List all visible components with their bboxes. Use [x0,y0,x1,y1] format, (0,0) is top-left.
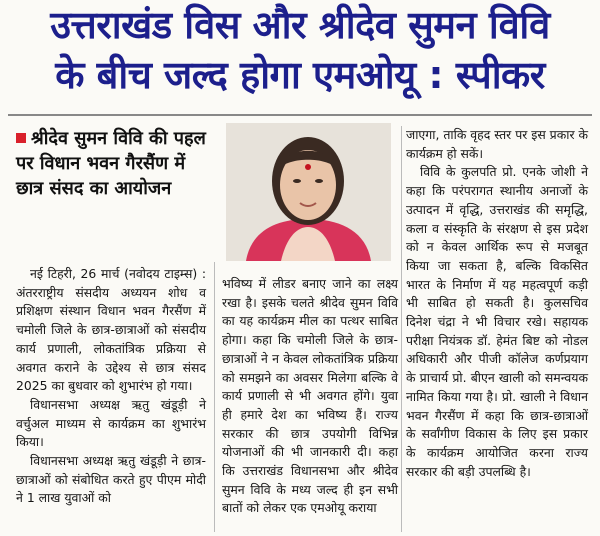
bullet-square-icon [16,133,26,143]
article-column-1 [16,265,206,508]
paragraph: भविष्य में लीडर बनाए जाने का लक्ष्य रखा है। इसके चलते श्रीदेव सुमन विवि का यह कार्यक्रम मील का पत्थर साबित होगा। कहा कि चमोली जिले के छात्र-छात्राओं ने न केवल लोकतांत्रिक प्रक्रिया को समझने का अवसर मिलेगा बल्कि वे कार्य प्रणाली से भी अवगत होंगे। युवा ही हमारे देश का भविष्य हैं। राज्य सरकार की छात्र उपयोगी विभिन्न योजनाओं की भी जानकारी दी। कहा कि उत्तराखंड विधानसभा और श्रीदेव सुमन विवि के मध्य जल्द ही इन सभी बातों को लेकर एक एमओयू कराया [222,276,398,516]
article-column-3 [406,126,588,481]
paragraph: जाएगा, ताकि वृहद स्तर पर इस प्रकार के कार्यक्रम हो सकें। [406,127,588,161]
headline [0,0,600,110]
speaker-photo [226,123,391,261]
subheadline [16,126,212,201]
divider [8,114,592,116]
headline-line-2: के बीच जल्द होगा एमओयू : स्पीकर [55,53,545,97]
headline-line-1: उत्तराखंड विस और श्रीदेव सुमन विवि [50,3,550,47]
paragraph: विवि के कुलपति प्रो. एनके जोशी ने कहा कि परंपरागत स्थानीय अनाजों के उत्पादन में वृद्धि, उत्तराखंड की समृद्धि, कला व संस्कृति के संरक्षण से इस प्रदेश को न केवल आर्थिक रूप से मजबूत किया जा सकता है, बल्कि विकसित भारत के निर्माण में यह महत्वपूर्ण कड़ी भी साबित हो सकती है। कुलसचिव दिनेश चंद्रा ने भी विचार रखे। सहायक परीक्षा नियंत्रक डॉ. हेमंत बिष्ट को नोडल अधिकारी और पीजी कॉलेज कर्णप्रयाग के प्राचार्य प्रो. बीएन खाली को समन्वयक नामित किया गया है। प्रो. खाली ने विधान भवन गैरसैंण में कहा कि छात्र-छात्राओं के सर्वांगीण विकास के लिए इस प्रकार के कार्यक्रम आयोजित करना राज्य सरकार की बड़ी उपलब्धि है। [406,164,588,479]
subheadline-text: श्रीदेव सुमन विवि की पहल पर विधान भवन गैरसैंण में छात्र संसद का आयोजन [16,128,206,199]
column-divider-2 [401,126,402,532]
article-column-2 [222,275,398,518]
paragraph: विधानसभा अध्यक्ष ऋतु खंडूड़ी ने वर्चुअल माध्यम से कार्यक्रम का शुभारंभ किया। [16,396,206,450]
paragraph: विधानसभा अध्यक्ष ऋतु खंडूड़ी ने छात्र-छात्राओं को संबोधित करते हुए पीएम मोदी ने 1 लाख युवाओं को [16,453,206,506]
paragraph: नई टिहरी, 26 मार्च (नवोदय टाइम्स) : अंतरराष्ट्रीय संसदीय अध्ययन शोध व प्रशिक्षण संस्थान विधान भवन गैरसैंण में चमोली जिले के छात्र-छात्राओं को संसदीय कार्य प्रणाली, लोकतांत्रिक प्रक्रिया से अवगत कराने के उद्देश्य से छात्र संसद 2025 का बुधवार को शुभारंभ हो गया। [16,266,206,394]
column-divider-1 [214,262,215,532]
portrait-image [226,123,391,261]
